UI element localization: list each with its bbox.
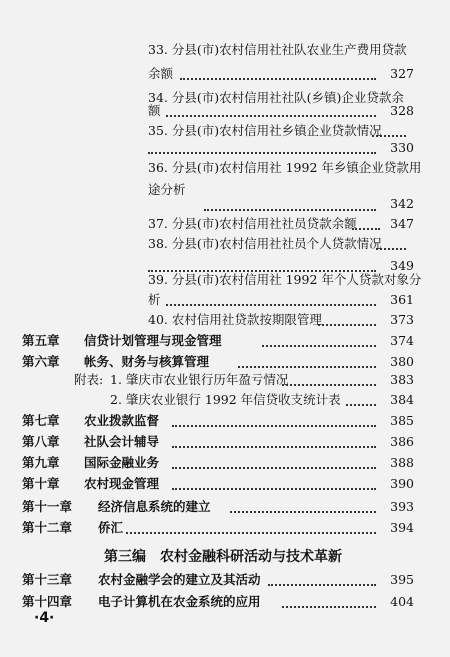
leader-dots [230, 511, 376, 513]
toc-entry-34: 34. 分县(市)农村信用社社队(乡镇)企业贷款余 [148, 90, 404, 105]
chapter-title: 帐务、财务与核算管理 [84, 354, 210, 369]
appendix-title: 1. 肇庆市农业银行历年盈亏情况 [110, 372, 289, 387]
chapter-title: 经济信息系统的建立 [98, 499, 211, 514]
leader-dots [180, 78, 376, 80]
chapter-title: 农村现金管理 [84, 476, 160, 491]
toc-page-number: 349 [390, 258, 414, 273]
leader-dots [282, 384, 376, 386]
toc-page-number: 380 [390, 354, 414, 369]
leader-dots [238, 366, 376, 368]
toc-page-number: 383 [390, 372, 414, 387]
leader-dots [172, 446, 376, 448]
toc-entry-35: 35. 分县(市)农村信用社乡镇企业贷款情况 [148, 123, 382, 138]
toc-entry-33-cont: 余额 [148, 66, 174, 81]
toc-page-number: 384 [390, 392, 414, 407]
leader-dots [172, 467, 376, 469]
toc-page-number: 327 [390, 66, 414, 81]
toc-page-number: 390 [390, 476, 414, 491]
chapter-title: 侨汇 [98, 520, 124, 535]
toc-page-number: 328 [390, 103, 414, 118]
appendix-label: 附表: [74, 372, 104, 387]
toc-page-number: 394 [390, 520, 414, 535]
toc-page-number: 342 [390, 196, 414, 211]
leader-dots [268, 584, 376, 586]
chapter-label: 第五章 [22, 333, 60, 348]
chapter-label: 第十章 [22, 476, 60, 491]
page-folio: ·4· [34, 610, 55, 626]
toc-page-number: 374 [390, 333, 414, 348]
chapter-label: 第十三章 [22, 572, 73, 587]
leader-dots [262, 345, 376, 347]
toc-page-number: 330 [390, 140, 414, 155]
leader-dots [126, 532, 376, 534]
leader-dots [352, 228, 380, 230]
leader-dots [166, 304, 376, 306]
chapter-label: 第十四章 [22, 594, 73, 609]
leader-dots [318, 324, 376, 326]
toc-page-number: 386 [390, 434, 414, 449]
leader-dots [346, 404, 376, 406]
toc-entry-34-cont: 额 [148, 103, 161, 118]
toc-entry-33: 33. 分县(市)农村信用社社队农业生产费用贷款 [148, 42, 407, 57]
toc-page-number: 395 [390, 572, 414, 587]
toc-entry-36: 36. 分县(市)农村信用社 1992 年乡镇企业贷款用 [148, 160, 422, 175]
toc-entry-40: 40. 农村信用社贷款按期限管理 [148, 312, 322, 327]
chapter-title: 社队会计辅导 [84, 434, 160, 449]
toc-page-number: 361 [390, 292, 414, 307]
toc-page-number: 385 [390, 413, 414, 428]
chapter-title: 农业拨款监督 [84, 413, 160, 428]
leader-dots [172, 425, 376, 427]
chapter-label: 第九章 [22, 455, 60, 470]
toc-entry-39: 39. 分县(市)农村信用社 1992 年个人贷款对象分 [148, 272, 422, 287]
toc-page-number: 347 [390, 216, 414, 231]
leader-dots [372, 135, 406, 137]
chapter-label: 第六章 [22, 354, 60, 369]
toc-entry-36-cont: 途分析 [148, 182, 186, 197]
leader-dots [376, 248, 406, 250]
toc-page-number: 393 [390, 499, 414, 514]
toc-entry-37: 37. 分县(市)农村信用社社员贷款余额 [148, 216, 357, 231]
leader-dots [282, 606, 376, 608]
chapter-label: 第八章 [22, 434, 60, 449]
chapter-title: 信贷计划管理与现金管理 [84, 333, 222, 348]
section-title: 第三编 农村金融科研活动与技术革新 [104, 549, 342, 565]
toc-page-number: 388 [390, 455, 414, 470]
leader-dots [166, 115, 376, 117]
chapter-label: 第十一章 [22, 499, 73, 514]
toc-page-number: 404 [390, 594, 414, 609]
appendix-title: 2. 肇庆农业银行 1992 年信贷收支统计表 [110, 392, 341, 407]
chapter-label: 第七章 [22, 413, 60, 428]
leader-dots [148, 152, 376, 154]
chapter-title: 农村金融学会的建立及其活动 [98, 572, 261, 587]
chapter-title: 国际金融业务 [84, 455, 160, 470]
toc-page-number: 373 [390, 312, 414, 327]
chapter-label: 第十二章 [22, 520, 73, 535]
leader-dots [204, 209, 376, 211]
toc-entry-39-cont: 析 [148, 292, 161, 307]
chapter-title: 电子计算机在农金系统的应用 [98, 594, 261, 609]
toc-entry-38: 38. 分县(市)农村信用社社员个人贷款情况 [148, 236, 382, 251]
leader-dots [172, 488, 376, 490]
